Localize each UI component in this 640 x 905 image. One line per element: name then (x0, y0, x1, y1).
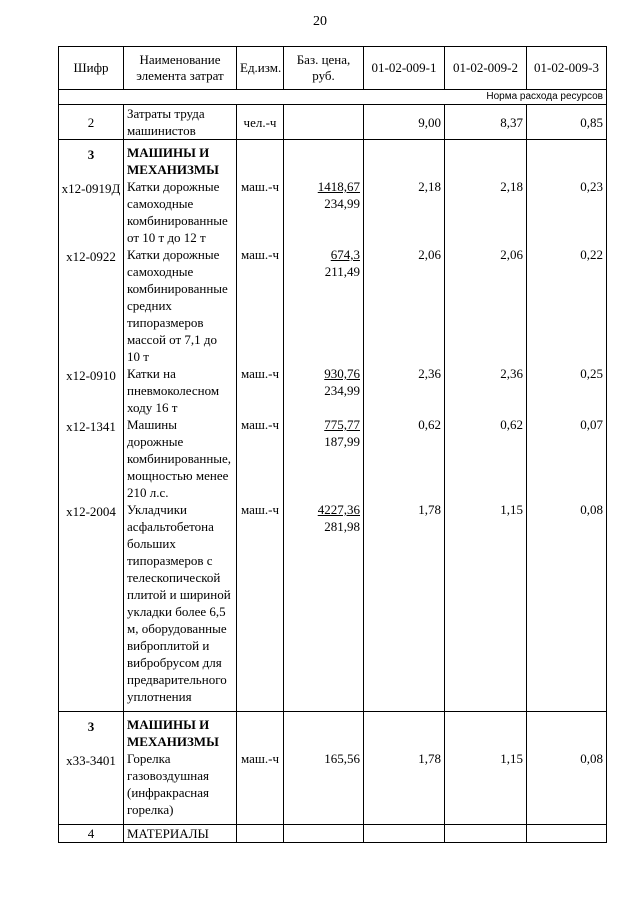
machine-v1: 0,62 (418, 417, 441, 432)
machine-name-line: предварительного (127, 672, 227, 687)
machine-price (284, 365, 360, 416)
header-col2: 01-02-009-2 (445, 47, 527, 90)
machines2-codes-cell (59, 712, 124, 825)
machine-price-bottom: 187,99 (324, 434, 360, 449)
machine-name-line: пневмоколесном (127, 383, 220, 398)
machine-price-bottom: 211,49 (324, 264, 360, 279)
labor-row (59, 105, 607, 140)
machine-code: х12-2004 (66, 504, 116, 519)
labor-v2: 8,37 (445, 105, 527, 140)
machine-code: х12-0922 (66, 249, 116, 264)
machine-name-line: плитой и шириной (127, 587, 231, 602)
machine-price (284, 501, 360, 535)
machines-codes-cell (59, 140, 124, 712)
machines2-v3-cell (527, 712, 607, 825)
machines2-unit-cell (237, 712, 284, 825)
machine-name-line: телескопической (127, 570, 221, 585)
machines-section-title-line1: МАШИНЫ И (127, 145, 210, 160)
machine-name (127, 246, 233, 365)
header-unit: Ед.изм. (237, 47, 284, 90)
machines2-title-line2: МЕХАНИЗМЫ (127, 734, 219, 749)
machine-price-top: 930,76 (324, 366, 360, 381)
labor-v1: 9,00 (364, 105, 445, 140)
page-number: 20 (313, 14, 327, 29)
machine-name-line: средних (127, 298, 172, 313)
machine2-v1: 1,78 (418, 751, 441, 766)
labor-name-line1: Затраты труда (127, 106, 205, 121)
machine2-v2: 1,15 (500, 751, 523, 766)
resource-norms-table (58, 46, 607, 843)
machines-section-title-line2: МЕХАНИЗМЫ (127, 162, 219, 177)
machine-price (284, 246, 360, 365)
machine-name-line: комбинированные, (127, 451, 232, 466)
header-code: Шифр (59, 47, 124, 90)
norma-label: Норма расхода ресурсов (59, 90, 607, 105)
machine-v2: 2,36 (500, 366, 523, 381)
machines-v1-cell (364, 140, 445, 712)
machine2-name-line: (инфракрасная (127, 785, 209, 800)
machine-name-line: Укладчики (127, 502, 188, 517)
machine-name-line: м, оборудованные (127, 621, 227, 636)
machine-unit: маш.-ч (240, 417, 280, 432)
machine-name-line: от 10 т до 12 т (127, 230, 206, 245)
materials-code: 4 (59, 825, 124, 843)
machine-name-line: массой от 7,1 до (127, 332, 218, 347)
machine-name-line: Машины (127, 417, 177, 432)
machines-prices-cell (284, 140, 364, 712)
machine-price-top: 4227,36 (317, 502, 360, 517)
machine-v3: 0,25 (580, 366, 603, 381)
machine-name-line: виброплитой и (127, 638, 210, 653)
machine2-price: 165,56 (324, 751, 360, 766)
materials-v2 (445, 825, 527, 843)
machine-name (127, 178, 233, 246)
machines-names-cell (124, 140, 237, 712)
machine-unit: маш.-ч (240, 366, 280, 381)
machine-price-bottom: 281,98 (324, 519, 360, 534)
machine-name-line: Катки на (127, 366, 176, 381)
machines-v3-cell (527, 140, 607, 712)
machine-name (127, 416, 233, 501)
machine-name-line: мощностью менее (127, 468, 229, 483)
materials-row (59, 825, 607, 843)
machines2-v1-cell (364, 712, 445, 825)
machine-name-line: Катки дорожные (127, 247, 220, 262)
machines2-names-cell (124, 712, 237, 825)
machine2-name-line: газовоздушная (127, 768, 209, 783)
machine-unit: маш.-ч (240, 502, 280, 517)
machine-code: х12-1341 (66, 419, 116, 434)
machine-name-line: Катки дорожные (127, 179, 220, 194)
materials-unit (237, 825, 284, 843)
machine2-name-line: Горелка (127, 751, 171, 766)
machine-v1: 2,18 (418, 179, 441, 194)
machine-name-line: комбинированные (127, 213, 228, 228)
machine-name-line: уплотнения (127, 689, 192, 704)
header-col1: 01-02-009-1 (364, 47, 445, 90)
machine-v1: 1,78 (418, 502, 441, 517)
machine2-unit: маш.-ч (240, 751, 280, 766)
materials-price (284, 825, 364, 843)
machine-name-line: типоразмеров с (127, 553, 213, 568)
norma-row (59, 90, 607, 105)
machine-price (284, 178, 360, 246)
machine-name-line: вибробрусом для (127, 655, 222, 670)
header-price-line2: руб. (312, 68, 335, 83)
header-price-line1: Баз. цена, (296, 52, 351, 67)
labor-name (124, 105, 237, 140)
machine-price-top: 775,77 (324, 417, 360, 432)
header-col3: 01-02-009-3 (527, 47, 607, 90)
machine-name (127, 501, 233, 705)
machine-v3: 0,23 (580, 179, 603, 194)
machine-price-bottom: 234,99 (324, 383, 360, 398)
machine-v1: 2,06 (418, 247, 441, 262)
labor-v3: 0,85 (527, 105, 607, 140)
machine-name-line: типоразмеров (127, 315, 204, 330)
machines2-section-code: 3 (87, 719, 95, 734)
machine2-name-line: горелка) (127, 802, 174, 817)
header-name (124, 47, 237, 90)
machines-section-code: 3 (87, 147, 95, 162)
machines-units-cell (237, 140, 284, 712)
machine-name-line: комбинированные (127, 281, 228, 296)
machines-v2-cell (445, 140, 527, 712)
header-name-line1: Наименование (139, 52, 221, 67)
machine-name-line: ходу 16 т (127, 400, 178, 415)
labor-code: 2 (59, 105, 124, 140)
machine-v2: 0,62 (500, 417, 523, 432)
header-name-line2: элемента затрат (136, 68, 224, 83)
machines2-title-line1: МАШИНЫ И (127, 717, 210, 732)
machine2-code: х33-3401 (66, 753, 116, 768)
machine-v3: 0,07 (580, 417, 603, 432)
machine-code: х12-0919Д (61, 181, 121, 196)
machine-v1: 2,36 (418, 366, 441, 381)
labor-unit: чел.-ч (237, 105, 284, 140)
machine-v3: 0,22 (580, 247, 603, 262)
header-price (284, 47, 364, 90)
machine-price-bottom: 234,99 (324, 196, 360, 211)
header-row (59, 47, 607, 90)
machines2-section-row (59, 712, 607, 825)
machine-name (127, 365, 233, 416)
machine-name-line: самоходные (127, 264, 194, 279)
machine-name-line: дорожные (127, 434, 184, 449)
machine-price-top: 674,3 (330, 247, 360, 262)
machine-price (284, 416, 360, 501)
machines2-v2-cell (445, 712, 527, 825)
machine-v2: 2,18 (500, 179, 523, 194)
machines-section-row (59, 140, 607, 712)
materials-v3 (527, 825, 607, 843)
machine-name-line: больших (127, 536, 176, 551)
machine-name-line: 210 л.с. (127, 485, 169, 500)
machines2-price-cell (284, 712, 364, 825)
materials-title: МАТЕРИАЛЫ (124, 825, 237, 843)
machine-code: х12-0910 (66, 368, 116, 383)
machine-v2: 1,15 (500, 502, 523, 517)
machine-price-top: 1418,67 (317, 179, 360, 194)
machine-name-line: укладки более 6,5 (127, 604, 226, 619)
machine-unit: маш.-ч (240, 247, 280, 262)
machine-name-line: асфальтобетона (127, 519, 214, 534)
machine-v3: 0,08 (580, 502, 603, 517)
labor-name-line2: машинистов (127, 123, 196, 138)
machine2-v3: 0,08 (580, 751, 603, 766)
machine-name-line: 10 т (127, 349, 149, 364)
materials-v1 (364, 825, 445, 843)
machine-v2: 2,06 (500, 247, 523, 262)
labor-price (284, 105, 364, 140)
machine-unit: маш.-ч (240, 179, 280, 194)
machine-name-line: самоходные (127, 196, 194, 211)
